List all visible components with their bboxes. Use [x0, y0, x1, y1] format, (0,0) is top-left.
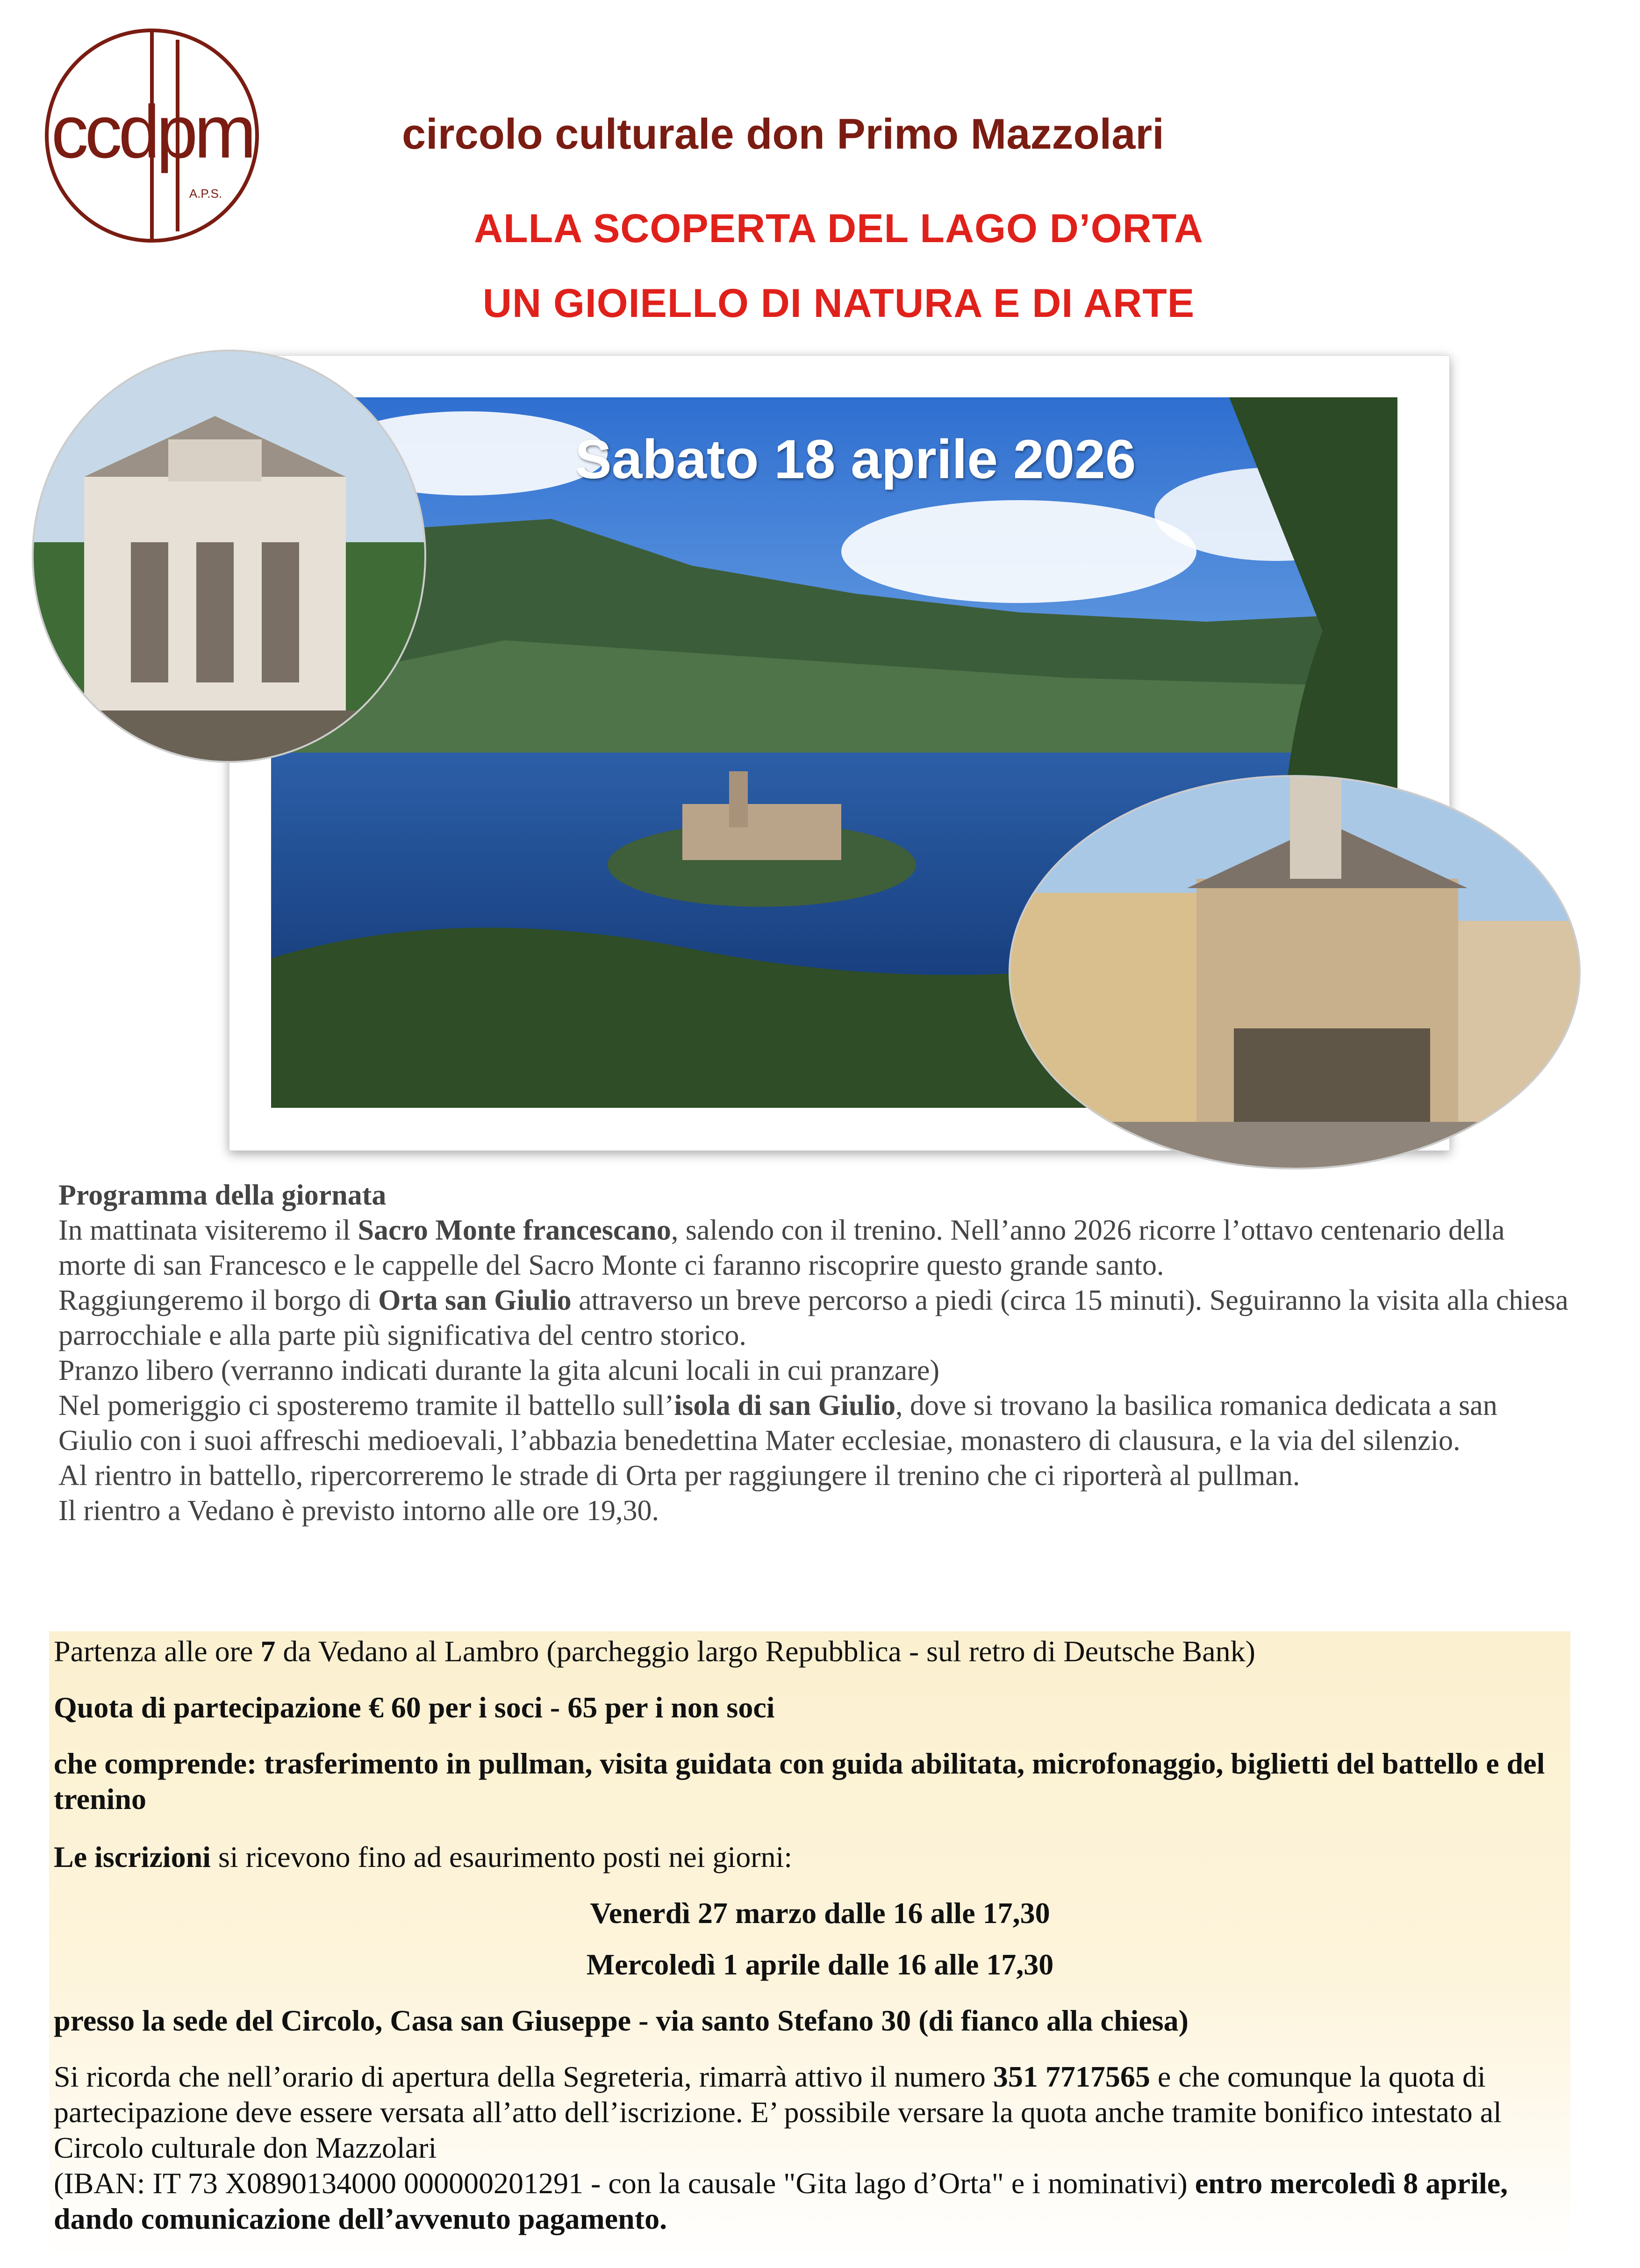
- program-paragraph-2: [58, 1283, 1577, 1353]
- program-paragraph-1: [58, 1213, 1577, 1283]
- enrollment-highlight: Le iscrizioni: [54, 1840, 211, 1873]
- program-paragraph-3: Pranzo libero (verranno indicati durante la gita alcuni locali in cui pranzare): [58, 1355, 940, 1386]
- enrollment-line: [54, 1839, 1568, 1875]
- sacro-monte-chapel-photo: [28, 346, 430, 767]
- headline-2: UN GIOIELLO DI NATURA E DI ARTE: [482, 281, 1195, 326]
- orta-highlight: Orta san Giulio: [378, 1285, 572, 1316]
- text-span: si ricevono fino ad esaurimento posti nei giorni:: [210, 1840, 793, 1873]
- orta-town-photo: [1000, 767, 1589, 1178]
- date-banner: Sabato 18 aprile 2026: [575, 429, 1136, 490]
- phone-number: 351 7717565: [993, 2060, 1150, 2093]
- text-span: In mattinata visiteremo il: [58, 1214, 358, 1246]
- enrollment-date-1: Venerdì 27 marzo dalle 16 alle 17,30: [590, 1896, 1050, 1930]
- program-title: Programma della giornata: [58, 1179, 387, 1211]
- program-paragraph-5: Al rientro in battello, ripercorreremo le strade di Orta per raggiungere il trenino che ci riporterà al pullman.: [58, 1460, 1300, 1492]
- program-paragraph-6: Il rientro a Vedano è previsto intorno alle ore 19,30.: [58, 1495, 659, 1527]
- headline-1: ALLA SCOPERTA DEL LAGO D’ORTA: [473, 206, 1204, 251]
- includes-line: che comprende: trasferimento in pullman, visita guidata con guida abilitata, microfonaggio, biglietti del battello e del trenino: [54, 1747, 1545, 1816]
- text-span: Nel pomeriggio ci sposteremo tramite il battello sull’: [58, 1390, 674, 1421]
- departure-time: 7: [260, 1635, 276, 1668]
- sacro-monte-highlight: Sacro Monte francescano: [358, 1214, 671, 1246]
- text-span: da Vedano al Lambro (parcheggio largo Repubblica - sul retro di Deutsche Bank): [275, 1635, 1255, 1668]
- text-span: , salendo con il trenino. Nell’anno 2026 ricorre l’ottavo centenario della morte di san Francesco e le cappelle del Sacro Monte ci faranno riscoprire questo grande santo.: [58, 1214, 1505, 1281]
- text-span: e che comunque la quota di partecipazione deve essere versata all’atto dell’iscrizione. E’ possibile versare la quota anche tramite bonifico intestato al Circolo culturale don Mazzolari: [54, 2060, 1502, 2164]
- payment-note: [54, 2059, 1568, 2237]
- logo-text: ccdpm: [51, 90, 253, 173]
- text-span: Raggiungeremo il borgo di: [58, 1285, 379, 1316]
- fee-line: Quota di partecipazione € 60 per i soci - 65 per i non soci: [54, 1691, 775, 1724]
- text-span: attraverso un breve percorso a piedi (circa 15 minuti). Seguiranno la visita alla chiesa parrocchiale e alla parte più significativa del centro storico.: [58, 1285, 1568, 1351]
- deadline-highlight: entro mercoledì 8 aprile, dando comunicazione dell’avvenuto pagamento.: [54, 2167, 1508, 2235]
- text-span: , dove si trovano la basilica romanica dedicata a san Giulio con i suoi affreschi medioevali, l’abbazia benedettina Mater ecclesiae, monastero di clausura, e la via del silenzio.: [58, 1390, 1497, 1457]
- logo-sub: A.P.S.: [189, 187, 222, 201]
- iban-text: (IBAN: IT 73 X0890134000 000000201291 - con la causale "Gita lago d’Orta" e i nominativi): [54, 2167, 1195, 2200]
- enrollment-date-2: Mercoledì 1 aprile dalle 16 alle 17,30: [586, 1948, 1054, 1981]
- program-section: [58, 1178, 1577, 1529]
- isola-highlight: isola di san Giulio: [674, 1390, 895, 1421]
- org-name: circolo culturale don Primo Mazzolari: [402, 110, 1164, 158]
- program-paragraph-4: [58, 1388, 1577, 1458]
- departure-line: [54, 1634, 1568, 1669]
- text-span: Partenza alle ore: [54, 1635, 261, 1668]
- text-span: Si ricorda che nell’orario di apertura della Segreteria, rimarrà attivo il numero: [54, 2060, 993, 2093]
- venue-line: presso la sede del Circolo, Casa san Giuseppe - via santo Stefano 30 (di fianco alla chiesa): [54, 2004, 1189, 2037]
